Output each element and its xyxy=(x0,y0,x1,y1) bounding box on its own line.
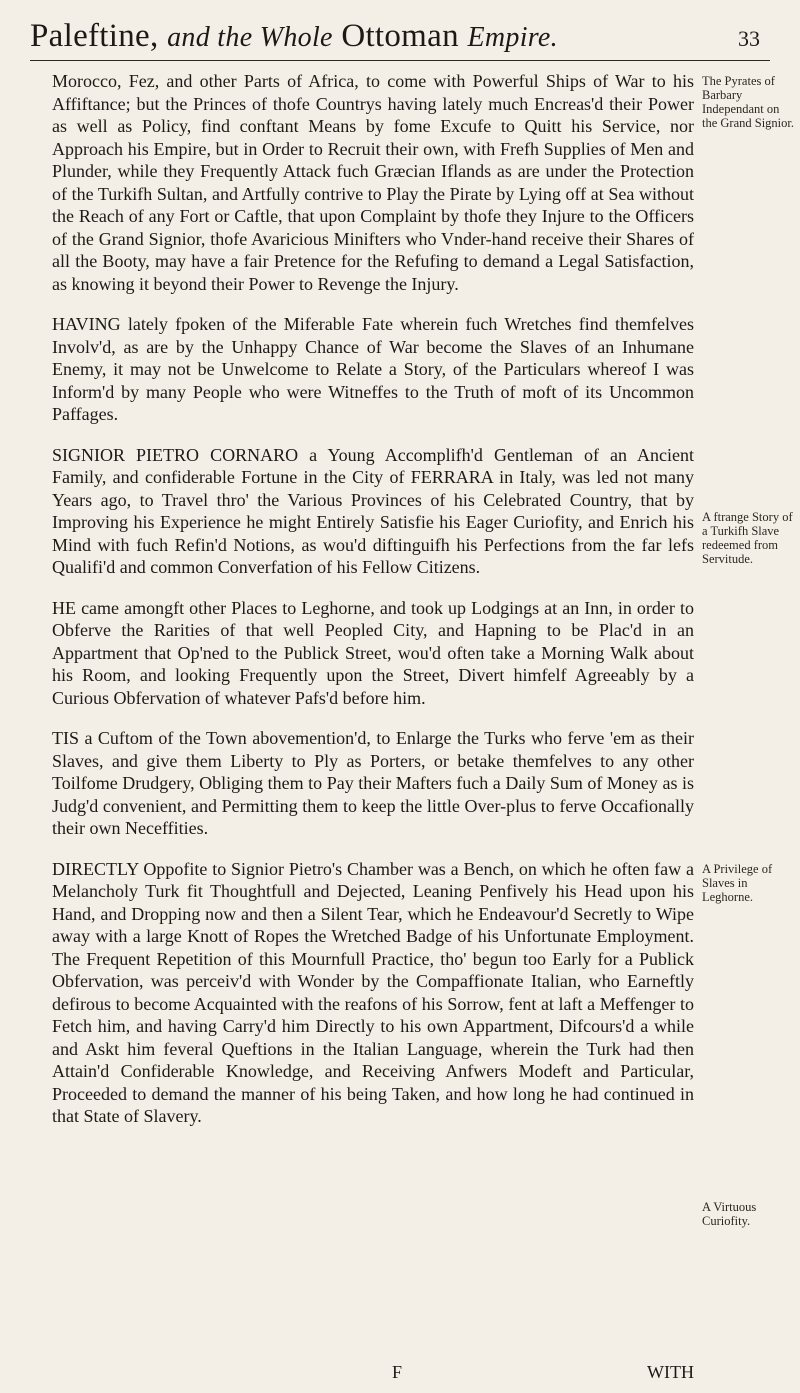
paragraph-6: DIRECTLY Oppofite to Signior Pietro's Chamber was a Bench, on which he often faw a Melancholy Turk fit Thoughtfull and Dejected, Leaning Penfively his Head upon his Hand, and Dropping now and then a Silent Tear, which he Endeavour'd Secretly to Wipe away with a large Knott of Ropes the Wretched Badge of his Unfortunate Employment. The Frequent Repetition of this Mournfull Practice, tho' begun too Early for a Publick Obfervation, was perceiv'd with Wonder by the Compaffionate Italian, who Earneftly defirous to become Acquainted with the reafons of his Sorrow, fent at laft a Meffenger to Fetch him, and having Carry'd him Directly to his own Appartment, Difcours'd a while and Askt him feveral Queftions in the Italian Language, wherein the Turk had then Attain'd Confiderable Knowledge, and Receiving Anfwers Modeft and Particular, Proceeded to demand the manner of his being Taken, and how long he had continued in that State of Slavery. xyxy=(52,858,694,1126)
paragraph-5: TIS a Cuftom of the Town abovemention'd, to Enlarge the Turks who ferve 'em as their Slaves, and give them Liberty to Ply as Porters, or betake themfelves to any other Toilfome Drudgery, Obliging them to Pay their Mafters fuch a Daily Sum of Money as is Judg'd convenient, and Permitting them to keep the little Over-plus to ferve Occafionally their own Neceffities. xyxy=(52,728,694,838)
title-part-2: and the Whole xyxy=(167,22,333,53)
paragraph-2: HAVING lately fpoken of the Miferable Fate wherein fuch Wretches find themfelves Involv'd, as are by the Unhappy Chance of War become the Slaves of an Inhumane Enemy, it may not be Unwelcome to Relate a Story, of the Particulars whereof I was Inform'd by many People who were Witneffes to the Truth of moft of its Uncommon Paffages. xyxy=(52,314,694,424)
title-part-1: Paleftine, xyxy=(30,18,159,54)
side-note-strange-story: A ftrange Story of a Turkifh Slave redeemed from Servitude. xyxy=(702,510,793,566)
page-footer xyxy=(52,1362,694,1386)
title-part-4: Empire. xyxy=(467,22,558,53)
page-number: 33 xyxy=(738,26,760,51)
paragraph-1: Morocco, Fez, and other Parts of Africa, to come with Powerful Ships of War to his Affiftance; but the Princes of thofe Countrys having lately much Encreas'd their Power as well as Policy, find conftant Means by fome Excufe to Quitt his Service, nor Approach his Empire, but in Order to Recruit their own, with Frefh Supplies of Men and Plunder, while they Frequently Attack fuch Græcian Iflands as are under the Protection of the Turkifh Sultan, and Artfully contrive to Play the Pirate by Lying off at Sea without the Reach of any Fort or Caftle, that upon Complaint by thofe they Injure to the Officers of the Grand Signior, thofe Avaricious Minifters who Vnder-hand receive their Shares of all the Booty, may have a fair Pretence for the Refufing to demand a Legal Satisfaction, as knowing it beyond their Power to Revenge the Injury. xyxy=(52,71,694,294)
paragraph-4: HE came amongft other Places to Leghorne, and took up Lodgings at an Inn, in order to Obferve the Rarities of that well Peopled City, and Hapning to be Plac'd in an Appartment that Op'ned to the Publick Street, wou'd often take a Morning Walk about his Room, and looking Frequently upon the Street, Divert himfelf Agreeably by a Curious Obfervation of whatever Pafs'd before him. xyxy=(52,597,694,708)
running-title xyxy=(30,18,558,55)
side-note-privilege: A Privilege of Slaves in Leghorne. xyxy=(702,862,773,904)
paragraph-3: SIGNIOR PIETRO CORNARO a Young Accomplifh'd Gentleman of an Ancient Family, and confiderable Fortune in the City of FERRARA in Italy, was led not many Years ago, to Travel thro' the Various Provinces of his Celebrated Country, that by Improving his Experience he might Entirely Satisfie his Eager Curiofity, and Enrich his Mind with fuch Refin'd Notions, as wou'd diftinguifh his Perfections from the far lefs Qualifi'd and common Converfation of his Fellow Citizens. xyxy=(52,444,694,577)
side-note-pyrates: The Pyrates of Barbary Independant on the Grand Signior. xyxy=(702,74,795,130)
catchword: WITH xyxy=(647,1362,694,1382)
side-note-virtuous-curiosity: A Virtuous Curiofity. xyxy=(702,1200,757,1228)
body-text xyxy=(52,70,694,1146)
signature-mark: F xyxy=(392,1362,403,1382)
title-part-3: Ottoman xyxy=(341,18,459,54)
running-header xyxy=(30,4,770,61)
